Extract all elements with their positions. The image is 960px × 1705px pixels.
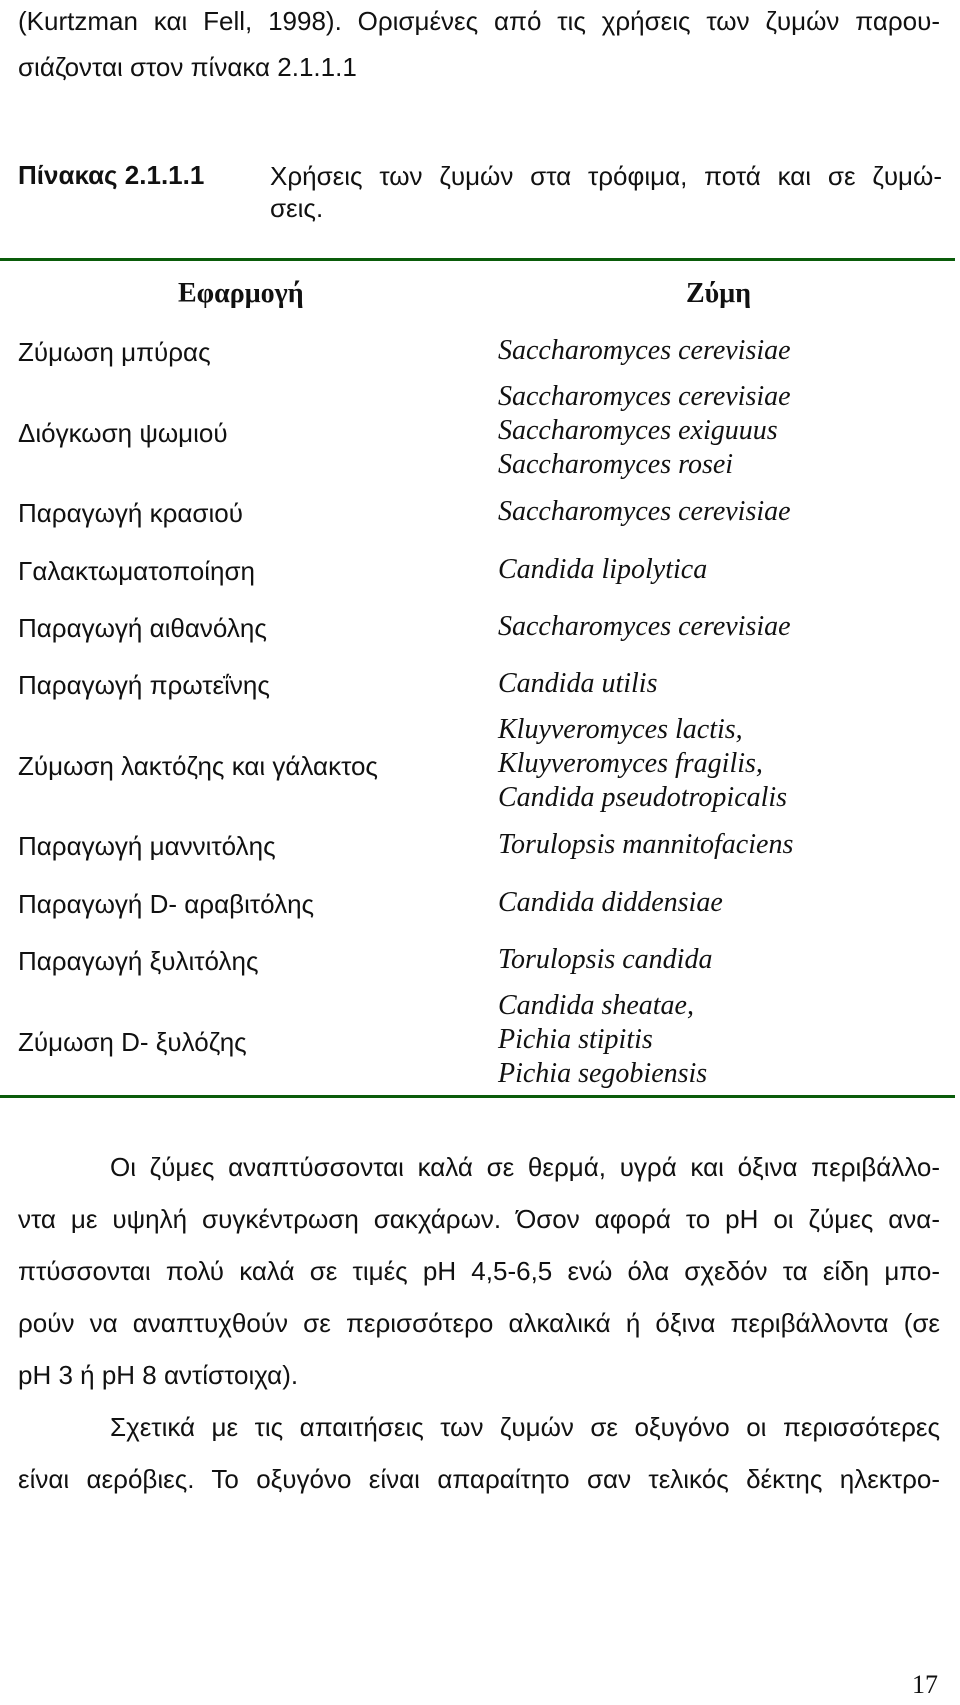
yeast-name: Kluyveromyces fragilis, [498,748,763,779]
page-number: 17 [912,1670,938,1699]
yeast-cell [498,886,723,920]
yeast-cell [498,334,791,368]
body-line: ντα με υψηλή συγκέντρωση σακχάρων. Όσον αφορά το pH οι ζύμες ανα- [18,1204,940,1234]
body-line: πτύσσονται πολύ καλά σε τιμές pH 4,5-6,5 ενώ όλα σχεδόν τα είδη μπο- [18,1256,940,1286]
yeast-name: Saccharomyces cerevisiae [498,335,791,366]
yeast-name: Candida diddensiae [498,887,723,918]
application-cell: Παραγωγή μαννιτόλης [18,831,276,861]
body-line: ρούν να αναπτυχθούν σε περισσότερο αλκαλικά ή όξινα περιβάλλοντα (σε [18,1308,940,1338]
application-cell: Παραγωγή κρασιού [18,498,243,528]
intro-line-2: σιάζονται στον πίνακα 2.1.1.1 [18,52,357,82]
yeast-name: Candida utilis [498,668,658,699]
body-line: είναι αερόβιες. Το οξυγόνο είναι απαραίτητο σαν τελικός δέκτης ηλεκτρο- [18,1464,940,1494]
yeast-name: Candida sheatae, [498,990,694,1021]
yeast-name: Saccharomyces rosei [498,449,734,480]
body-line: pH 3 ή pH 8 αντίστοιχα). [18,1360,299,1390]
header-yeast: Ζύμη [686,278,751,309]
yeast-name: Torulopsis mannitofaciens [498,829,794,860]
intro-line-1: (Kurtzman και Fell, 1998). Ορισμένες από τις χρήσεις των ζυμών παρου- [18,6,940,36]
application-cell: Παραγωγή αιθανόλης [18,613,267,643]
table-caption-number: Πίνακας 2.1.1.1 [18,160,205,190]
yeast-name: Candida pseudotropicalis [498,782,788,813]
yeast-cell [498,943,712,977]
table-caption-line-2: σεις. [270,193,324,223]
yeast-name: Saccharomyces cerevisiae [498,611,791,642]
yeast-name: Kluyveromyces lactis, [498,714,743,745]
yeast-cell [498,610,791,644]
yeast-cell [498,495,791,529]
yeast-name: Pichia segobiensis [498,1058,708,1089]
yeast-cell [498,667,657,701]
yeast-name: Saccharomyces exiguuus [498,415,778,446]
yeast-name: Candida lipolytica [498,554,708,585]
body-line: Σχετικά με τις απαιτήσεις των ζυμών σε οξυγόνο οι περισσότερες [110,1412,940,1442]
yeast-cell [498,828,793,862]
yeast-cell [498,380,791,482]
table-bottom-rule [0,1095,955,1098]
yeast-cell [498,713,787,815]
yeast-name: Torulopsis candida [498,944,713,975]
application-cell: Παραγωγή ξυλιτόλης [18,946,259,976]
yeast-cell [498,989,707,1091]
header-application: Εφαρμογή [178,278,304,309]
application-cell: Ζύμωση D- ξυλόζης [18,1027,247,1057]
table-top-rule [0,258,955,261]
application-cell: Ζύμωση λακτόζης και γάλακτος [18,751,378,781]
application-cell: Ζύμωση μπύρας [18,337,211,367]
application-cell: Γαλακτωματοποίηση [18,556,255,586]
yeast-name: Saccharomyces cerevisiae [498,381,791,412]
application-cell: Διόγκωση ψωμιού [18,418,228,448]
yeast-name: Saccharomyces cerevisiae [498,496,791,527]
body-line: Οι ζύμες αναπτύσσονται καλά σε θερμά, υγρά και όξινα περιβάλλο- [110,1152,940,1182]
table-caption-line-1: Χρήσεις των ζυμών στα τρόφιμα, ποτά και σε ζυμώ- [270,161,942,191]
application-cell: Παραγωγή πρωτεΐνης [18,670,270,700]
yeast-cell [498,553,707,587]
table-caption-text [270,160,942,224]
application-cell: Παραγωγή D- αραβιτόλης [18,889,315,919]
yeast-name: Pichia stipitis [498,1024,653,1055]
